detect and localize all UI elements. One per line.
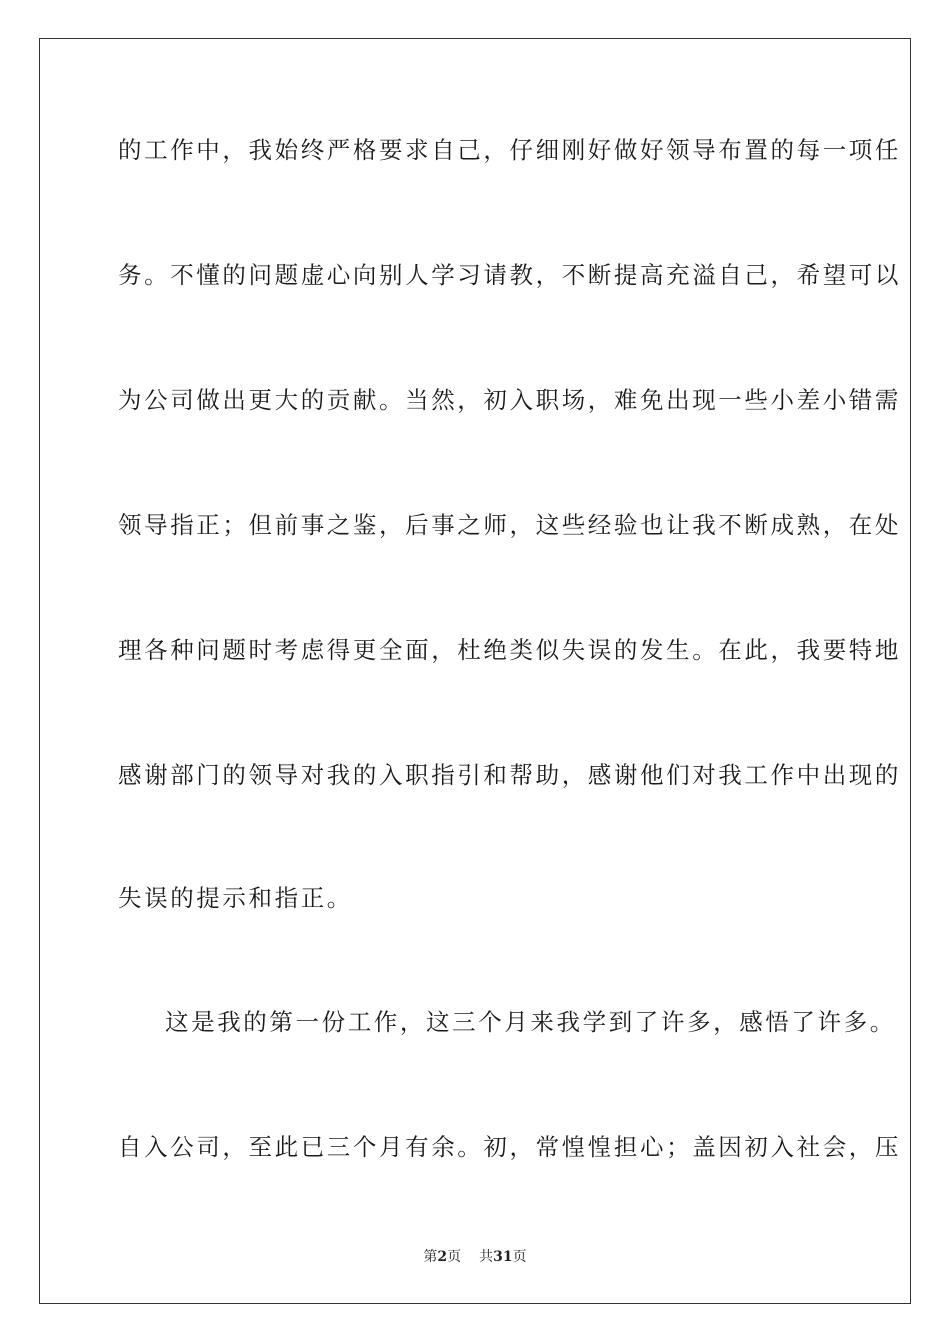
body-line-6: 感谢部门的领导对我的入职指引和帮助，感谢他们对我工作中出现的 bbox=[118, 761, 901, 789]
footer-page-prefix: 第 bbox=[423, 1249, 438, 1265]
page-border bbox=[39, 38, 911, 1304]
footer-page-suffix: 页 bbox=[447, 1249, 462, 1265]
footer-total-prefix: 共 bbox=[479, 1249, 494, 1265]
footer-total-pages: 31 bbox=[493, 1249, 513, 1265]
page-footer bbox=[0, 1247, 950, 1267]
body-line-1: 的工作中，我始终严格要求自己，仔细刚好做好领导布置的每一项任 bbox=[118, 136, 901, 164]
body-line-2: 务。不懂的问题虚心向别人学习请教，不断提高充溢自己，希望可以 bbox=[118, 261, 901, 289]
body-line-9: 自入公司，至此已三个月有余。初，常惶惶担心；盖因初入社会，压 bbox=[118, 1133, 901, 1161]
body-line-3: 为公司做出更大的贡献。当然，初入职场，难免出现一些小差小错需 bbox=[118, 386, 901, 414]
footer-page-number: 2 bbox=[437, 1249, 448, 1265]
footer-total-suffix: 页 bbox=[512, 1249, 527, 1265]
body-line-4: 领导指正；但前事之鉴，后事之师，这些经验也让我不断成熟，在处 bbox=[118, 511, 901, 539]
body-line-8: 这是我的第一份工作，这三个月来我学到了许多，感悟了许多。 bbox=[165, 1008, 896, 1036]
body-line-7: 失误的提示和指正。 bbox=[118, 884, 353, 912]
body-line-5: 理各种问题时考虑得更全面，杜绝类似失误的发生。在此，我要特地 bbox=[118, 636, 901, 664]
